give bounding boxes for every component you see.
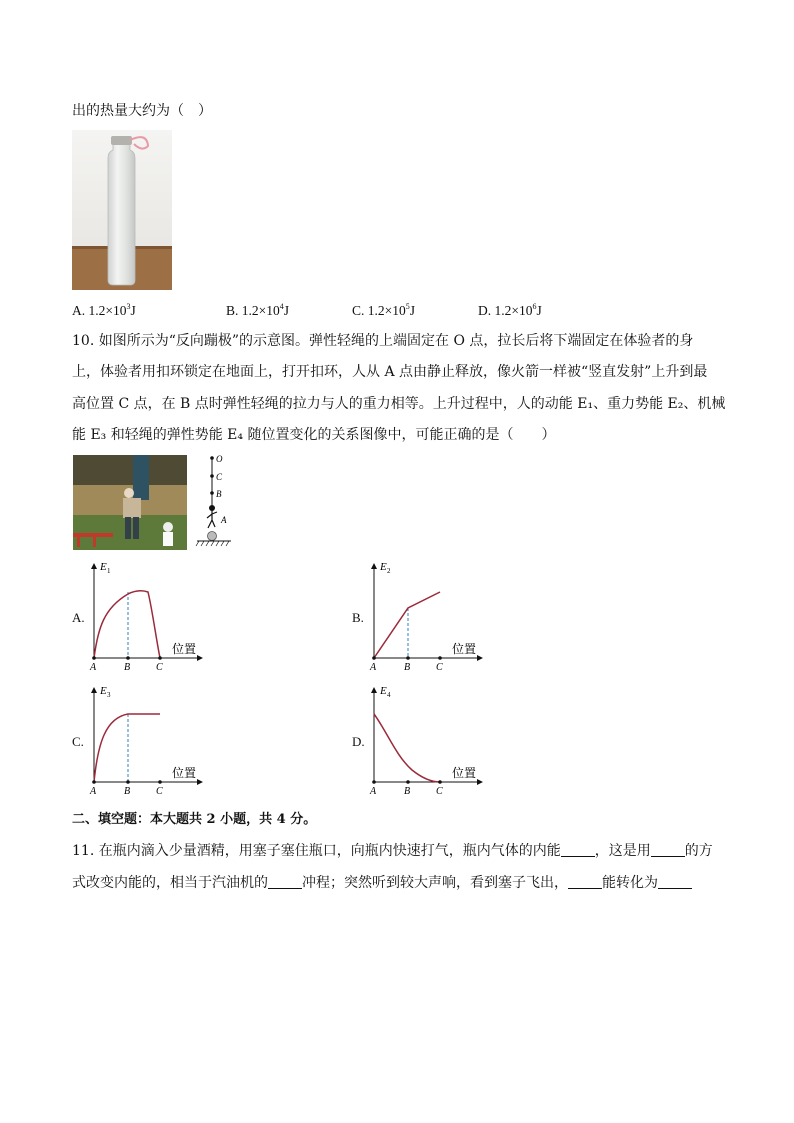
q11-blank-5[interactable] xyxy=(658,875,692,889)
svg-text:3: 3 xyxy=(107,691,111,699)
svg-text:B: B xyxy=(124,786,131,797)
point-a-label: A xyxy=(221,515,227,525)
svg-text:B: B xyxy=(404,662,411,673)
svg-text:A: A xyxy=(370,786,377,797)
q9-option-a[interactable]: A. $1.2\times 10^3J$ xyxy=(72,302,136,318)
svg-text:C: C xyxy=(156,786,163,797)
graph-a-ylabel: E xyxy=(100,561,107,573)
q9-option-d[interactable]: D. $1.2\times 10^6J$ xyxy=(478,302,542,318)
svg-text:4: 4 xyxy=(387,691,391,699)
graph-d-ylabel: E xyxy=(380,685,387,697)
q11-blank-3[interactable] xyxy=(268,875,302,889)
q11-stem-line1: 11. 在瓶内滴入少量酒精，用塞子塞住瓶口，向瓶内快速打气，瓶内气体的内能 ，这是用 的方 xyxy=(72,843,713,859)
q10-stem-line1: 10. 如图所示为“反向蹦极”的示意图。弹性轻绳的上端固定在 O 点，拉长后将下端固定在体验者的身 xyxy=(72,333,694,349)
point-o-label: O xyxy=(216,454,223,464)
svg-text:A: A xyxy=(90,786,97,797)
svg-text:A: A xyxy=(90,662,97,673)
svg-text:C: C xyxy=(156,662,163,673)
q11-blank-1[interactable] xyxy=(561,843,595,857)
svg-text:C: C xyxy=(436,786,443,797)
graph-d-elastic-energy[interactable] xyxy=(366,682,486,797)
q9-option-b[interactable]: B. $1.2\times 10^4J$ xyxy=(226,302,290,318)
section-heading-fill-in: 二、填空题：本大题共 2 小题，共 4 分。 xyxy=(72,812,317,827)
option-d-label[interactable]: D. xyxy=(352,734,365,749)
bungee-schematic xyxy=(193,452,235,548)
graph-b-xlabel: 位置 xyxy=(452,642,477,656)
svg-text:1: 1 xyxy=(107,567,111,575)
svg-text:A: A xyxy=(370,662,377,673)
q11-blank-4[interactable] xyxy=(568,875,602,889)
q10-stem-line3: 高位置 C 点，在 B 点时弹性轻绳的拉力与人的重力相等。上升过程中，人的动能 E₁、重力势能 E₂、机械 xyxy=(72,396,726,412)
graph-b-gravitational-energy[interactable] xyxy=(366,558,486,673)
option-b-label[interactable]: B. xyxy=(352,610,364,625)
graph-a-kinetic-energy[interactable] xyxy=(86,558,206,673)
graph-c-xlabel: 位置 xyxy=(172,766,197,780)
svg-text:B: B xyxy=(404,786,411,797)
q10-stem-line4: 能 E₃ 和轻绳的弹性势能 E₄ 随位置变化的关系图像中，可能正确的是（ ） xyxy=(72,427,556,443)
svg-text:C: C xyxy=(436,662,443,673)
graph-b-ylabel: E xyxy=(380,561,387,573)
svg-text:2: 2 xyxy=(387,567,391,575)
q11-stem-line2: 式改变内能的，相当于汽油机的 冲程；突然听到较大声响，看到塞子飞出， 能转化为 xyxy=(72,873,692,893)
q11-blank-2[interactable] xyxy=(651,843,685,857)
q9-option-c[interactable]: C. $1.2\times 10^5J$ xyxy=(352,302,416,318)
q9-stem-tail: 出的热量大约为（ ） xyxy=(72,103,212,119)
point-c-label: C xyxy=(216,472,223,482)
graph-d-xlabel: 位置 xyxy=(452,766,477,780)
svg-text:B: B xyxy=(124,662,131,673)
graph-c-mechanical-energy[interactable] xyxy=(86,682,206,797)
q10-stem-line2: 上，体验者用扣环锁定在地面上，打开扣环，人从 A 点由静止释放，像火箭一样被“竖直发射”上升到最 xyxy=(72,364,708,380)
reverse-bungee-photo xyxy=(73,455,187,550)
graph-a-xlabel: 位置 xyxy=(172,642,197,656)
option-c-label[interactable]: C. xyxy=(72,734,84,749)
point-b-label: B xyxy=(216,489,222,499)
option-a-label[interactable]: A. xyxy=(72,610,85,625)
graph-c-ylabel: E xyxy=(100,685,107,697)
water-bottle-photo xyxy=(72,130,172,290)
